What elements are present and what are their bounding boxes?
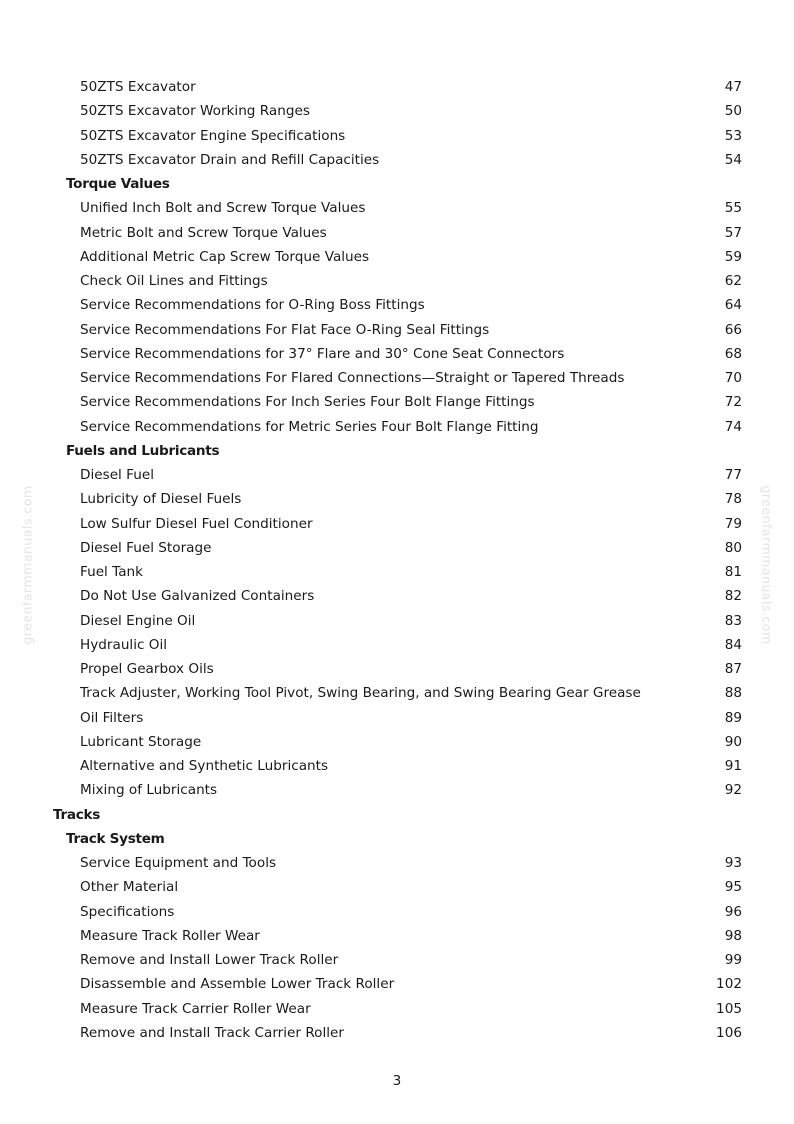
toc-entry-title: Hydraulic Oil [80, 636, 168, 653]
toc-entry-title: Propel Gearbox Oils [80, 661, 214, 678]
toc-entry[interactable] [0, 754, 794, 778]
toc-entry-title: Metric Bolt and Screw Torque Values [80, 224, 327, 241]
toc-entry-title: Additional Metric Cap Screw Torque Values [80, 248, 370, 265]
toc-entry[interactable] [0, 487, 794, 511]
toc-entry-page-number: 98 [724, 927, 742, 944]
toc-entry[interactable] [0, 148, 794, 172]
toc-entry-title: Service Recommendations for O-Ring Boss Fittings [80, 297, 425, 314]
toc-entry[interactable] [0, 584, 794, 608]
toc-entry[interactable] [0, 318, 794, 342]
toc-entry-page-number: 106 [716, 1024, 742, 1041]
toc-entry-page-number: 82 [724, 588, 742, 605]
toc-entry[interactable] [0, 730, 794, 754]
toc-entry[interactable] [0, 633, 794, 657]
toc-entry-title: 50ZTS Excavator Drain and Refill Capacities [80, 151, 380, 168]
toc-entry[interactable] [0, 924, 794, 948]
toc-entry-title: Measure Track Roller Wear [80, 927, 260, 944]
toc-section-heading[interactable] [0, 172, 794, 196]
toc-entry-page-number: 87 [724, 661, 742, 678]
toc-entry[interactable] [0, 875, 794, 899]
toc-entry[interactable] [0, 75, 794, 99]
toc-entry-page-number: 50 [724, 103, 742, 120]
toc-entry-title: 50ZTS Excavator Engine Specifications [80, 127, 346, 144]
toc-entry-page-number: 66 [724, 321, 742, 338]
toc-entry-page-number: 95 [724, 879, 742, 896]
toc-entry-title: Oil Filters [80, 709, 144, 726]
toc-entry-title: Track Adjuster, Working Tool Pivot, Swing Bearing, and Swing Bearing Gear Grease [80, 685, 641, 702]
toc-section-heading[interactable] [0, 803, 794, 827]
toc-entry-title: Low Sulfur Diesel Fuel Conditioner [80, 515, 313, 532]
toc-entry-page-number: 78 [724, 491, 742, 508]
toc-entry-page-number: 83 [724, 612, 742, 629]
toc-entry[interactable] [0, 221, 794, 245]
toc-entry-page-number: 54 [724, 151, 742, 168]
toc-entry[interactable] [0, 997, 794, 1021]
toc-entry-title: Tracks [53, 806, 101, 823]
toc-entry-page-number: 105 [716, 1000, 742, 1017]
toc-entry-page-number: 93 [724, 855, 742, 872]
toc-entry-title: Service Recommendations for Metric Series Four Bolt Flange Fitting [80, 418, 539, 435]
toc-entry-page-number: 68 [724, 345, 742, 362]
toc-entry[interactable] [0, 415, 794, 439]
toc-entry[interactable] [0, 390, 794, 414]
toc-entry-page-number: 59 [724, 248, 742, 265]
toc-entry-title: Diesel Fuel [80, 467, 154, 484]
toc-entry[interactable] [0, 512, 794, 536]
table-of-contents [0, 75, 794, 1045]
toc-entry-page-number: 89 [724, 709, 742, 726]
toc-entry-title: Unified Inch Bolt and Screw Torque Values [80, 200, 366, 217]
toc-entry[interactable] [0, 851, 794, 875]
toc-entry-title: Alternative and Synthetic Lubricants [80, 758, 329, 775]
toc-entry-title: Remove and Install Lower Track Roller [80, 952, 339, 969]
toc-entry[interactable] [0, 366, 794, 390]
toc-entry[interactable] [0, 972, 794, 996]
toc-section-heading[interactable] [0, 439, 794, 463]
toc-entry-title: Service Recommendations for 37° Flare and 30° Cone Seat Connectors [80, 345, 565, 362]
toc-entry-title: Service Equipment and Tools [80, 855, 277, 872]
toc-entry-page-number: 55 [724, 200, 742, 217]
toc-entry-title: Track System [66, 830, 165, 847]
toc-entry[interactable] [0, 778, 794, 802]
toc-entry-page-number: 96 [724, 903, 742, 920]
toc-entry-title: Measure Track Carrier Roller Wear [80, 1000, 311, 1017]
toc-entry[interactable] [0, 560, 794, 584]
toc-entry[interactable] [0, 1021, 794, 1045]
toc-entry-title: 50ZTS Excavator [80, 79, 196, 96]
toc-entry-title: Diesel Fuel Storage [80, 539, 212, 556]
toc-entry-page-number: 72 [724, 394, 742, 411]
toc-entry[interactable] [0, 657, 794, 681]
toc-entry[interactable] [0, 269, 794, 293]
toc-entry[interactable] [0, 99, 794, 123]
toc-entry-title: Remove and Install Track Carrier Roller [80, 1024, 344, 1041]
toc-entry-page-number: 47 [724, 79, 742, 96]
toc-entry-title: Fuel Tank [80, 564, 144, 581]
toc-entry-page-number: 70 [724, 370, 742, 387]
toc-entry-page-number: 77 [724, 467, 742, 484]
toc-entry[interactable] [0, 124, 794, 148]
toc-entry-title: Service Recommendations For Flared Connections—Straight or Tapered Threads [80, 370, 625, 387]
toc-entry-page-number: 92 [724, 782, 742, 799]
toc-entry-title: Torque Values [66, 176, 170, 193]
toc-entry-page-number: 99 [724, 952, 742, 969]
toc-entry[interactable] [0, 463, 794, 487]
toc-entry[interactable] [0, 609, 794, 633]
toc-section-heading[interactable] [0, 827, 794, 851]
toc-entry-page-number: 81 [724, 564, 742, 581]
toc-entry-title: Mixing of Lubricants [80, 782, 218, 799]
toc-entry-title: Lubricity of Diesel Fuels [80, 491, 242, 508]
toc-entry-title: Specifications [80, 903, 175, 920]
toc-entry-title: Do Not Use Galvanized Containers [80, 588, 315, 605]
toc-entry-page-number: 90 [724, 733, 742, 750]
toc-entry-title: Diesel Engine Oil [80, 612, 196, 629]
toc-entry[interactable] [0, 196, 794, 220]
toc-entry-title: Other Material [80, 879, 179, 896]
toc-entry[interactable] [0, 681, 794, 705]
watermark-left: greenfarmmanuals.com [19, 485, 35, 645]
toc-entry-page-number: 102 [716, 976, 742, 993]
toc-entry-title: Fuels and Lubricants [66, 442, 220, 459]
toc-entry[interactable] [0, 900, 794, 924]
toc-entry-page-number: 79 [724, 515, 742, 532]
toc-entry-page-number: 53 [724, 127, 742, 144]
toc-entry-page-number: 64 [724, 297, 742, 314]
toc-entry[interactable] [0, 948, 794, 972]
toc-entry-title: Service Recommendations For Inch Series Four Bolt Flange Fittings [80, 394, 535, 411]
toc-entry-title: 50ZTS Excavator Working Ranges [80, 103, 310, 120]
toc-entry-title: Lubricant Storage [80, 733, 202, 750]
toc-entry-page-number: 88 [724, 685, 742, 702]
toc-entry-page-number: 91 [724, 758, 742, 775]
toc-entry-title: Check Oil Lines and Fittings [80, 273, 268, 290]
toc-entry[interactable] [0, 536, 794, 560]
toc-entry-page-number: 74 [724, 418, 742, 435]
toc-entry[interactable] [0, 706, 794, 730]
toc-entry-page-number: 57 [724, 224, 742, 241]
toc-entry-page-number: 84 [724, 636, 742, 653]
toc-entry[interactable] [0, 245, 794, 269]
page-number: 3 [392, 1073, 402, 1089]
toc-entry-title: Disassemble and Assemble Lower Track Roller [80, 976, 395, 993]
toc-entry-title: Service Recommendations For Flat Face O-Ring Seal Fittings [80, 321, 490, 338]
toc-entry-page-number: 80 [724, 539, 742, 556]
toc-entry[interactable] [0, 293, 794, 317]
toc-entry[interactable] [0, 342, 794, 366]
watermark-right: greenfarmmanuals.com [759, 485, 775, 645]
toc-entry-page-number: 62 [724, 273, 742, 290]
